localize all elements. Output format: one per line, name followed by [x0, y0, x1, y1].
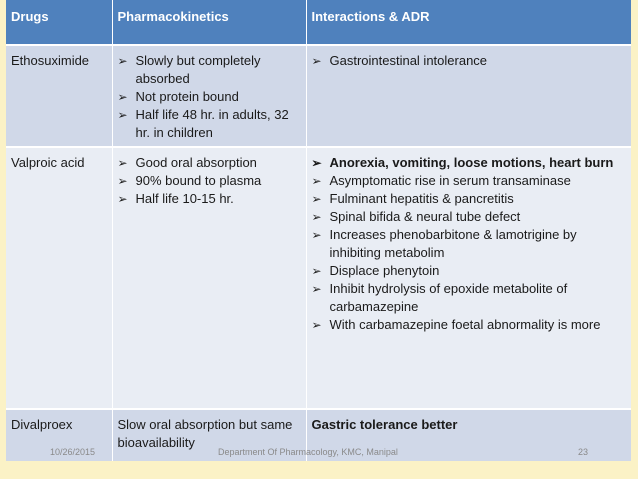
pharmacokinetics-cell [112, 147, 306, 409]
interactions-adr-cell: Gastric tolerance better [306, 409, 631, 461]
table-row-ethosuximide [6, 45, 631, 147]
arrow-bullet-icon: ➢ [311, 318, 322, 332]
arrow-bullet-icon: ➢ [117, 54, 128, 68]
list-item: ➢ Slowly but completely absorbed [117, 53, 261, 86]
list-item: ➢ Gastrointestinal intolerance [311, 53, 488, 68]
arrow-bullet-icon: ➢ [117, 174, 128, 188]
arrow-bullet-icon: ➢ [311, 210, 322, 224]
list-item: ➢ With carbamazepine foetal abnormality is more [311, 317, 601, 332]
drug-comparison-table [6, 0, 631, 461]
pharmacokinetics-cell: Slow oral absorption but same bioavailability [112, 409, 306, 461]
footer-page-number: 23 [578, 447, 589, 457]
arrow-bullet-icon: ➢ [311, 192, 322, 206]
table-header-row [6, 0, 631, 45]
footer-department: Department Of Pharmacology, KMC, Manipal [218, 447, 398, 457]
list-item: ➢ Good oral absorption [117, 155, 257, 170]
arrow-bullet-icon: ➢ [117, 156, 128, 170]
list-item: ➢ Inhibit hydrolysis of epoxide metabolite of carbamazepine [311, 281, 568, 314]
list-item: ➢ 90% bound to plasma [117, 173, 262, 188]
interactions-adr-cell [306, 147, 631, 409]
list-item: ➢ Fulminant hepatitis & pancretitis [311, 191, 514, 206]
list-item: ➢ Increases phenobarbitone & lamotrigine by inhibiting metabolim [311, 227, 577, 260]
arrow-bullet-icon: ➢ [117, 108, 128, 122]
table-row-valproic-acid [6, 147, 631, 409]
list-item: ➢ Spinal bifida & neural tube defect [311, 209, 521, 224]
arrow-bullet-icon: ➢ [311, 174, 322, 188]
arrow-bullet-icon: ➢ [117, 192, 128, 206]
arrow-bullet-icon: ➢ [311, 228, 322, 242]
footer-date: 10/26/2015 [50, 447, 96, 457]
header-drugs: Drugs [6, 0, 112, 45]
list-item: ➢ Displace phenytoin [311, 263, 440, 278]
list-item: ➢ Anorexia, vomiting, loose motions, heart burn [311, 155, 614, 170]
interactions-adr-cell [306, 45, 631, 147]
arrow-bullet-icon: ➢ [117, 90, 128, 104]
header-pharmacokinetics: Pharmacokinetics [112, 0, 306, 45]
list-item: ➢ Not protein bound [117, 89, 239, 104]
pharmacokinetics-cell [112, 45, 306, 147]
drug-name-cell: Valproic acid [6, 147, 112, 409]
arrow-bullet-icon: ➢ [311, 282, 322, 296]
list-item: ➢ Half life 48 hr. in adults, 32 hr. in children [117, 107, 289, 140]
arrow-bullet-icon: ➢ [311, 54, 322, 68]
drug-name-cell: Divalproex [6, 409, 112, 461]
arrow-bullet-icon: ➢ [311, 264, 322, 278]
drug-name-cell: Ethosuximide [6, 45, 112, 147]
header-interactions-adr: Interactions & ADR [306, 0, 631, 45]
arrow-bullet-icon: ➢ [311, 156, 322, 170]
list-item: ➢ Half life 10-15 hr. [117, 191, 234, 206]
list-item: ➢ Asymptomatic rise in serum transaminase [311, 173, 571, 188]
